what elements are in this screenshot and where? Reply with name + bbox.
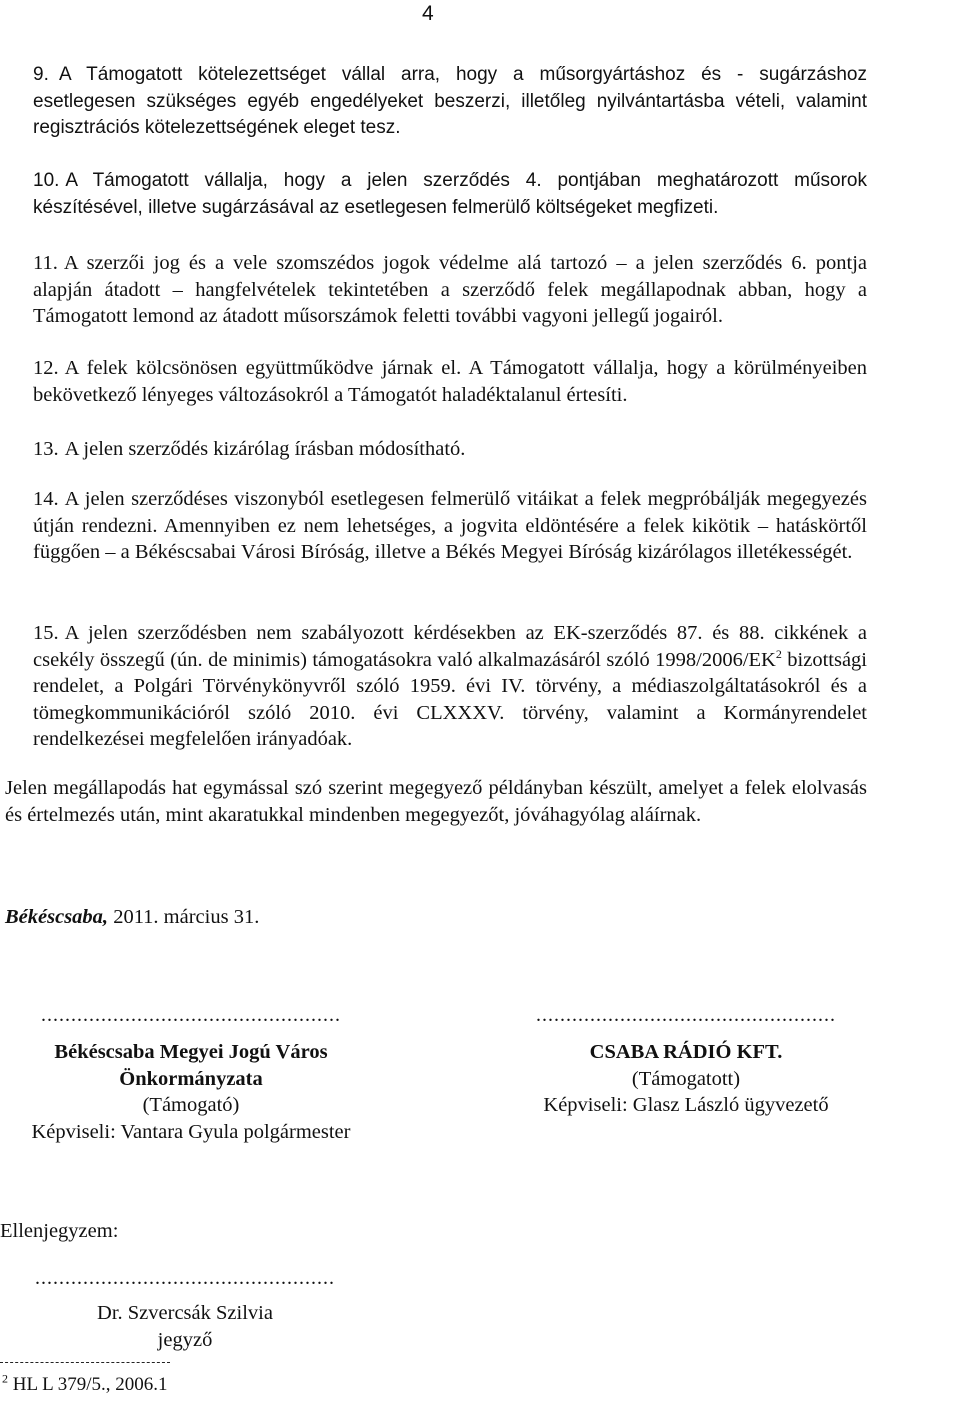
signatory-representative: Képviseli: Glasz László ügyvezető	[543, 1094, 829, 1116]
paragraph-14	[33, 486, 867, 566]
paragraph-number: 10.	[33, 170, 60, 191]
countersigner-title: jegyző	[157, 1328, 213, 1351]
signature-line: ..................................................	[35, 1267, 335, 1289]
signatory-role: (Támogatott)	[631, 1067, 741, 1090]
footnote	[2, 1372, 168, 1399]
paragraph-text: A felek kölcsönösen együttműködve járnak el. A Támogatott vállalja, hogy a körülményeiben bekövetkező lényeges változásokról a Támogatót haladéktalanul értesíti.	[33, 357, 867, 406]
signatory-representative: Képviseli: Vantara Gyula polgármester	[31, 1120, 351, 1143]
signatory-name: CSABA RÁDIÓ KFT.	[589, 1041, 783, 1063]
signatory-name: Békéscsaba Megyei Jogú Város	[54, 1041, 328, 1063]
paragraph-number: 9.	[33, 64, 49, 85]
paragraph-9	[33, 62, 867, 142]
paragraph-number: 15.	[33, 622, 59, 644]
signature-block-supporter	[5, 1005, 377, 1145]
paragraph-text: A jelen szerződés kizárólag írásban módosítható.	[64, 438, 466, 460]
paragraph-text: A Támogatott kötelezettséget vállal arra, hogy a műsorgyártáshoz és - sugárzáshoz esetlegesen szükséges egyéb engedélyeket beszerzi, illetőleg nyilvántartásba vételi, valamint regisztrációs kötelezettségének eleget tesz.	[33, 64, 867, 138]
closing-paragraph: Jelen megállapodás hat egymással szó szerint megegyező példányban készült, amelyet a felek elolvasás és értelmezés után, mint akaratukkal mindenben megegyezőt, jóváhagyólag aláírnak.	[5, 777, 867, 826]
paragraph-11	[33, 250, 867, 330]
paragraph-number: 13.	[33, 438, 59, 460]
paragraph-text: A Támogatott vállalja, hogy a jelen szerződés 4. pontjában meghatározott műsorok készítésével, illetve sugárzásával az esetlegesen felmerülő költségeket megfizeti.	[33, 170, 867, 218]
footnote-mark: 2	[2, 1371, 8, 1386]
paragraph-text: A szerzői jog és a vele szomszédos jogok védelme alá tartozó – a jelen szerződés 6. pontja alapján átadott – hangfelvételek tekintetében a szerződő felek megállapodnak abban, hogy a Támogatott lemond az átadott műsorszámok feletti további vagyoni jellegű jogairól.	[33, 252, 867, 327]
countersigner-name: Dr. Szvercsák Szilvia	[97, 1302, 273, 1324]
signature-line: ..................................................	[41, 1004, 341, 1026]
signatory-role: (Támogató)	[142, 1094, 240, 1116]
paragraph-text-continued: bizottsági rendelet, a Polgári Törvénykönyvről szóló 1959. évi IV. törvény, a médiaszolgáltatásokról és a tömegkommunikációról szóló 2010. évi CLXXXV. törvény, valamint a Kormányrendelet rendelkezései megfelelően irányadóak.	[33, 648, 867, 750]
footnote-reference: 2	[775, 646, 782, 661]
footnote-text: HL L 379/5., 2006.1	[8, 1374, 168, 1395]
countersign-label: Ellenjegyzem:	[0, 1220, 119, 1242]
footnote-divider	[0, 1362, 170, 1364]
countersign-block	[5, 1268, 365, 1353]
place-date	[5, 904, 259, 931]
paragraph-text: A jelen szerződéses viszonyból esetlegesen felmerülő vitáikat a felek megpróbálják megegyezés útján rendezni. Amennyiben ez nem lehetséges, a jogvita eldöntésére a felek kikötik – hatáskörtől függően – a Békéscsabai Városi Bíróság, illetve a Békés Megyei Bíróság kizárólagos illetékességét.	[33, 488, 867, 563]
paragraph-number: 12.	[33, 357, 59, 379]
page-number: 4	[422, 2, 434, 25]
signature-block-supported	[496, 1005, 876, 1119]
paragraph-text: A jelen szerződésben nem szabályozott kérdésekben az EK-szerződés 87. és 88. cikkének a csekély összegű (ún. de minimis) támogatásokra való alkalmazásáról szóló 1998/2006/EK	[33, 622, 867, 671]
signature-line: ..................................................	[536, 1004, 836, 1026]
paragraph-number: 14.	[33, 488, 59, 510]
signatory-name-continued: Önkormányzata	[119, 1067, 263, 1090]
paragraph-15	[33, 620, 867, 753]
paragraph-10	[33, 168, 867, 221]
paragraph-number: 11.	[33, 252, 58, 274]
paragraph-13	[33, 436, 867, 463]
paragraph-12	[33, 355, 867, 408]
place: Békéscsaba,	[5, 906, 109, 928]
date: 2011. március 31.	[113, 906, 260, 928]
